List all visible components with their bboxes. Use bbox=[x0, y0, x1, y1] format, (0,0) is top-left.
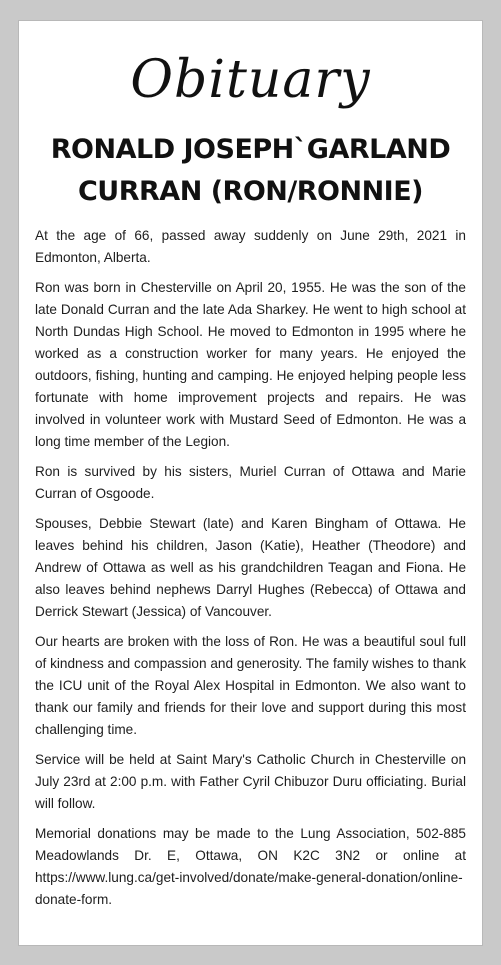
obituary-card bbox=[18, 20, 483, 946]
paragraph-family: Spouses, Debbie Stewart (late) and Karen Bingham of Ottawa. He leaves behind his children, Jason (Katie), Heather (Theodore) and Andrew of Ottawa as well as his grandchildren Teagan and Fiona. He also leaves behind nephews Darryl Hughes (Rebecca) of Ottawa and Derrick Stewart (Jessica) of Vancouver. bbox=[35, 516, 466, 619]
paragraph-death-notice: At the age of 66, passed away suddenly on June 29th, 2021 in Edmonton, Alberta. bbox=[35, 228, 466, 265]
obituary-heading: Obituary bbox=[130, 50, 371, 110]
paragraph-service: Service will be held at Saint Mary's Catholic Church in Chesterville on July 23rd at 2:00 p.m. with Father Cyril Chibuzor Duru officiating. Burial will follow. bbox=[35, 752, 466, 811]
paragraph-biography: Ron was born in Chesterville on April 20, 1955. He was the son of the late Donald Curran and the late Ada Sharkey. He went to high school at North Dundas High School. He moved to Edmonton in 1995 where he worked as a construction worker for many years. He enjoyed the outdoors, fishing, hunting and camping. He enjoyed helping people less fortunate with home improvement projects and repairs. He was involved in volunteer work with Mustard Seed of Edmonton. He was a long time member of the Legion. bbox=[35, 280, 466, 449]
deceased-name: RONALD JOSEPH`GARLAND CURRAN (RON/RONNIE) bbox=[50, 134, 451, 207]
paragraph-survived-by: Ron is survived by his sisters, Muriel Curran of Ottawa and Marie Curran of Osgoode. bbox=[35, 464, 466, 501]
paragraph-thanks: Our hearts are broken with the loss of Ron. He was a beautiful soul full of kindness and compassion and generosity. The family wishes to thank the ICU unit of the Royal Alex Hospital in Edmonton. We also want to thank our family and friends for their love and support during this most challenging time. bbox=[35, 634, 466, 737]
paragraph-donations: Memorial donations may be made to the Lung Association, 502-885 Meadowlands Dr. E, Ottawa, ON K2C 3N2 or online at https://www.lung.ca/get-involved/donate/make-general-donation/online-donate-form. bbox=[35, 826, 466, 907]
